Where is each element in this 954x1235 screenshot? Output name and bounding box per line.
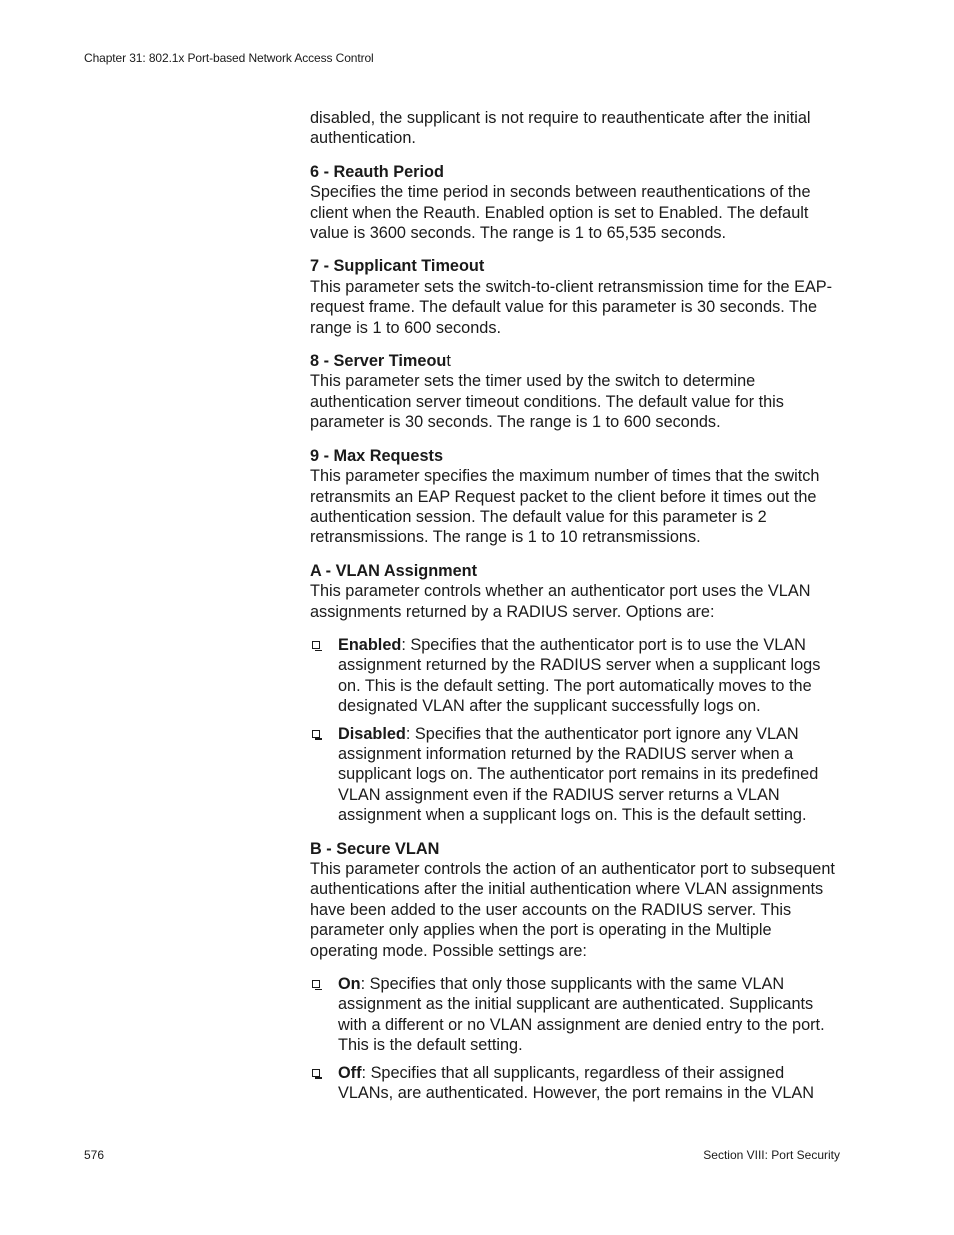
list-item [310,635,842,717]
section-body: This parameter controls whether an authenticator port uses the VLAN assignments returned by a RADIUS server. Options are: [310,582,811,621]
section-supplicant-timeout [310,256,842,338]
intro-paragraph: disabled, the supplicant is not require to reauthenticate after the initial authentication. [310,109,811,148]
section-heading: B - Secure VLAN [310,839,440,858]
option-term: Enabled [338,635,402,654]
option-text: : Specifies that all supplicants, regardless of their assigned VLANs, are authenticated. However, the port remains in the VLAN [338,1063,815,1103]
checkbox-bullet-icon [312,980,320,988]
section-heading: 6 - Reauth Period [310,162,444,181]
section-heading [310,351,842,371]
list-item [310,724,842,826]
section-heading: 7 - Supplicant Timeout [310,257,485,276]
checkbox-bullet-icon [312,641,320,649]
section-heading: A - VLAN Assignment [310,561,478,580]
section-heading-tail: t [446,352,451,371]
option-text: : Specifies that the authenticator port ignore any VLAN assignment information returned by the RADIUS server when a supplicant logs on. The authenticator port remains in its predefined VLAN assignment even if the RADIUS server returns a VLAN assignment when a supplicant logs on. This is the default setting. [338,724,819,825]
option-text: : Specifies that only those supplicants with the same VLAN assignment as the initial supplicant are authenticated. Supplicants with a different or no VLAN assignment are denied entry to the port. This is the default setting. [338,975,825,1055]
secure-vlan-options [310,974,842,1103]
section-body: This parameter sets the switch-to-client retransmission time for the EAP-request frame. The default value for this parameter is 30 seconds. The range is 1 to 600 seconds. [310,277,833,337]
option-term: Disabled [338,724,406,743]
running-header: Chapter 31: 802.1x Port-based Network Access Control [84,51,374,65]
checkbox-bullet-icon [312,730,320,738]
section-heading-bold: 8 - Server Timeou [310,352,447,371]
section-vlan-assignment [310,561,842,622]
section-reauth-period [310,162,842,244]
section-body: Specifies the time period in seconds between reauthentications of the client when the Reauth. Enabled option is set to Enabled. The default value is 3600 seconds. The range is 1 to 65,535 seconds. [310,183,811,243]
running-footer: Section VIII: Port Security [703,1148,840,1162]
section-max-requests [310,446,842,548]
option-term: Off [338,1063,362,1082]
section-heading: 9 - Max Requests [310,446,444,465]
section-body: This parameter specifies the maximum number of times that the switch retransmits an EAP Request packet to the client before it times out the authentication session. The default value for this parameter is 2 retransmissions. The range is 1 to 10 retransmissions. [310,467,820,547]
list-item [310,1063,842,1104]
section-server-timeout [310,351,842,433]
option-term: On [338,975,361,994]
body-text [310,108,842,1116]
option-text: : Specifies that the authenticator port is to use the VLAN assignment returned by the RADIUS server when a supplicant logs on. This is the default setting. The port automatically moves to the designated VLAN after the supplicant successfully logs on. [338,635,821,716]
list-item [310,974,842,1056]
vlan-assignment-options [310,635,842,826]
section-body: This parameter sets the timer used by the switch to determine authentication server timeout conditions. The default value for this parameter is 30 seconds. The range is 1 to 600 seconds. [310,372,784,432]
page-number: 576 [84,1148,105,1162]
checkbox-bullet-icon [312,1069,320,1077]
section-secure-vlan [310,839,842,961]
section-body: This parameter controls the action of an authenticator port to subsequent authentications after the initial authentication where VLAN assignments have been added to the user accounts on the RADIUS server. This parameter only applies when the port is operating in the Multiple operating mode. Possible settings are: [310,860,835,960]
